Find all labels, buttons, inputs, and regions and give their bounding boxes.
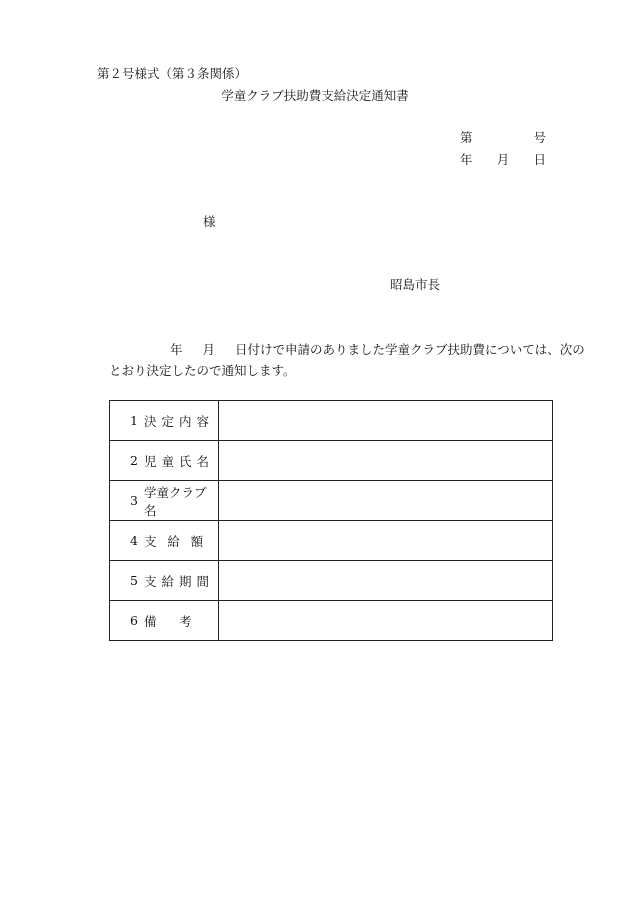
row-label-text — [144, 612, 214, 630]
row-number: 1 — [110, 401, 145, 441]
label-char: 期 — [179, 573, 192, 589]
row-label — [144, 601, 219, 641]
body-line1-rest: 日付けで申請のありました学童クラブ扶助費については、次の — [235, 342, 585, 357]
body-year: 年 — [170, 342, 183, 357]
label-char: 学童クラブ名 — [144, 484, 207, 518]
row-value-field[interactable] — [219, 521, 553, 561]
addressee-honorific: 様 — [203, 214, 216, 229]
label-char: 考 — [179, 613, 192, 629]
issuer-name: 昭島市長 — [390, 277, 441, 292]
label-char: 名 — [196, 453, 210, 469]
issue-date — [460, 152, 546, 168]
doc-no-suffix: 号 — [533, 130, 546, 145]
label-char: 童 — [161, 453, 175, 469]
date-year: 年 — [460, 152, 473, 167]
table-row — [110, 521, 553, 561]
label-char: 定 — [161, 413, 175, 429]
row-label-text — [144, 572, 214, 590]
label-char: 給 — [167, 533, 180, 549]
label-char: 備 — [144, 613, 157, 629]
row-number: 3 — [110, 481, 145, 521]
row-value-field[interactable] — [219, 481, 553, 521]
row-value-field[interactable] — [219, 601, 553, 641]
table-row — [110, 601, 553, 641]
body-text-line-2: とおり決定したので通知します。 — [109, 363, 296, 378]
date-month: 月 — [496, 152, 510, 167]
row-number: 2 — [110, 441, 145, 481]
row-number: 4 — [110, 521, 145, 561]
row-value-field[interactable] — [219, 561, 553, 601]
label-char: 決 — [144, 413, 157, 429]
doc-no-prefix: 第 — [460, 130, 473, 145]
label-char: 間 — [196, 573, 210, 589]
row-label-text — [144, 412, 214, 430]
row-label-text — [144, 452, 214, 470]
table-row — [110, 441, 553, 481]
row-label-text — [144, 483, 214, 519]
label-char: 内 — [179, 413, 192, 429]
decision-details-table — [109, 400, 553, 641]
row-value-field[interactable] — [219, 401, 553, 441]
document-number — [460, 130, 546, 146]
table-row — [110, 401, 553, 441]
label-char: 額 — [190, 533, 204, 549]
row-number: 5 — [110, 561, 145, 601]
label-char: 支 — [144, 533, 157, 549]
row-label — [144, 441, 219, 481]
body-month: 月 — [202, 342, 216, 357]
row-value-field[interactable] — [219, 441, 553, 481]
label-char: 容 — [196, 413, 210, 429]
table-row — [110, 481, 553, 521]
row-label — [144, 561, 219, 601]
row-number: 6 — [110, 601, 145, 641]
row-label — [144, 521, 219, 561]
date-day: 日 — [533, 152, 546, 167]
label-char: 氏 — [179, 453, 192, 469]
label-char: 児 — [144, 453, 157, 469]
document-title: 学童クラブ扶助費支給決定通知書 — [221, 88, 409, 103]
label-char: 支 — [144, 573, 157, 589]
body-text-line-1 — [170, 342, 585, 358]
form-number: 第２号様式（第３条関係） — [97, 66, 248, 81]
row-label-text — [144, 532, 214, 550]
label-char: 給 — [161, 573, 175, 589]
table-row — [110, 561, 553, 601]
row-label — [144, 401, 219, 441]
row-label — [144, 481, 219, 521]
